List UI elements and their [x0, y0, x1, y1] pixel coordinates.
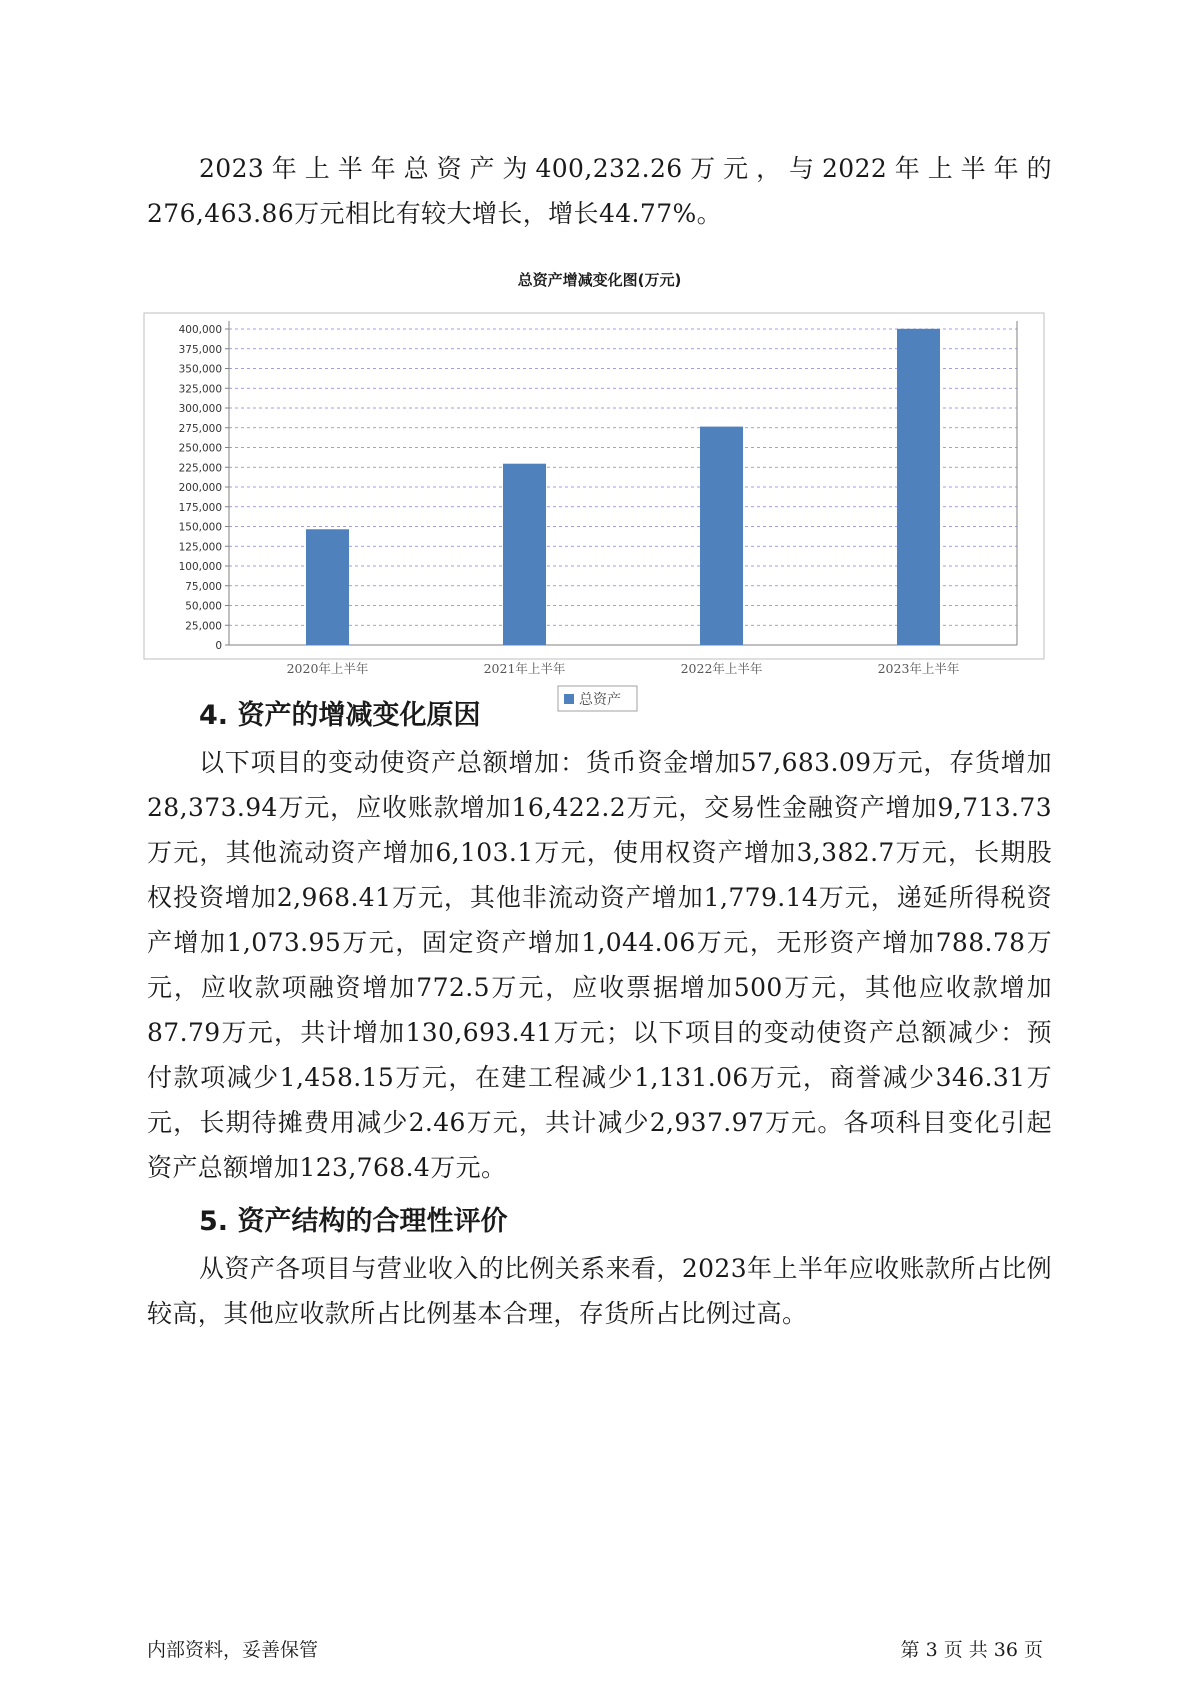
y-tick-label: 375,000	[178, 343, 222, 356]
y-tick-label: 225,000	[178, 462, 222, 475]
footer-confidential-note: 内部资料，妥善保管	[147, 1639, 319, 1661]
section-heading-4: 4. 资产的增减变化原因	[199, 700, 481, 731]
bar	[700, 427, 743, 645]
y-tick-label: 325,000	[178, 383, 222, 396]
y-tick-label: 200,000	[178, 482, 222, 494]
structure-evaluation-paragraph: 从资产各项目与营业收入的比例关系来看，2023年上半年应收账款所占比例较高，其他应收款所占比例基本合理，存货所占比例过高。	[147, 1254, 1052, 1328]
chart-title: 总资产增减变化图(万元)	[517, 271, 682, 289]
section-heading-5: 5. 资产结构的合理性评价	[199, 1206, 508, 1237]
y-tick-label: 175,000	[178, 501, 222, 514]
x-tick-label: 2022年上半年	[680, 661, 763, 676]
total-assets-bar-chart	[0, 0, 1191, 720]
y-tick-label: 125,000	[178, 541, 222, 554]
bar	[503, 464, 546, 645]
y-tick-label: 350,000	[178, 363, 222, 376]
legend-swatch	[564, 694, 574, 704]
y-tick-label: 275,000	[178, 422, 222, 435]
bar	[897, 329, 940, 645]
x-tick-label: 2020年上半年	[286, 661, 369, 676]
footer-page-number: 第 3 页 共 36 页	[900, 1639, 1043, 1661]
y-tick-label: 150,000	[178, 521, 222, 534]
x-tick-label: 2023年上半年	[877, 661, 960, 676]
y-tick-label: 250,000	[178, 442, 222, 455]
y-tick-label: 0	[215, 640, 222, 652]
y-tick-label: 400,000	[178, 324, 222, 336]
summary-paragraph: 2023年上半年总资产为400,232.26万元，与2022年上半年的276,463.86万元相比有较大增长，增长44.77%。	[147, 154, 1052, 228]
legend-label: 总资产	[579, 692, 621, 708]
y-tick-label: 25,000	[185, 620, 222, 633]
y-tick-label: 300,000	[178, 403, 222, 415]
y-tick-label: 75,000	[185, 580, 222, 593]
y-tick-label: 100,000	[178, 561, 222, 573]
change-reasons-paragraph: 以下项目的变动使资产总额增加：货币资金增加57,683.09万元，存货增加28,373.94万元，应收账款增加16,422.2万元，交易性金融资产增加9,713.73万元，其他流动资产增加6,103.1万元，使用权资产增加3,382.7万元，长期股权投资增加2,968.41万元，其他非流动资产增加1,779.14万元，递延所得税资产增加1,073.95万元，固定资产增加1,044.06万元，无形资产增加788.78万元，应收款项融资增加772.5万元，应收票据增加500万元，其他应收款增加87.79万元，共计增加130,693.41万元；以下项目的变动使资产总额减少：预付款项减少1,458.15万元，在建工程减少1,131.06万元，商誉减少346.31万元，长期待摊费用减少2.46万元，共计减少2,937.97万元。各项科目变化引起资产总额增加123,768.4万元。	[147, 748, 1052, 1182]
x-tick-label: 2021年上半年	[483, 661, 566, 676]
bar	[306, 529, 349, 645]
y-tick-label: 50,000	[185, 600, 222, 613]
